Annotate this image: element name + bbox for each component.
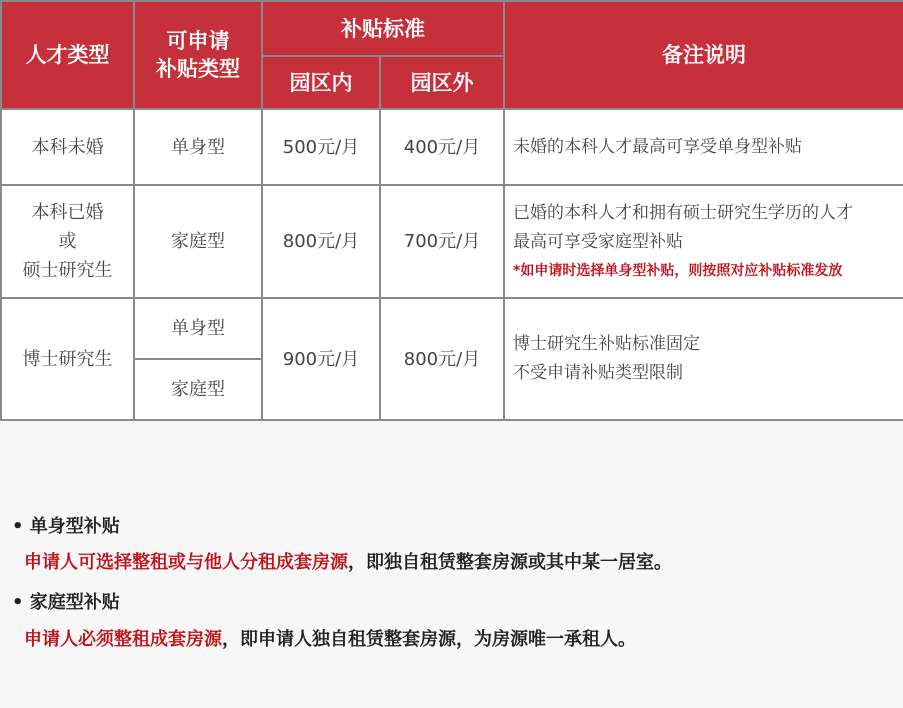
cell-outside: 800元/月 — [380, 298, 504, 420]
cell-talent: 本科已婚 或 硕士研究生 — [1, 185, 134, 298]
cell-inside: 800元/月 — [262, 185, 380, 298]
cell-note: 博士研究生补贴标准固定 不受申请补贴类型限制 — [504, 298, 903, 420]
bullet-rest: ，即独自租赁整套房源或其中某一居室。 — [348, 552, 672, 573]
table-row — [1, 109, 903, 185]
header-inside: 园区内 — [262, 56, 380, 109]
header-note: 备注说明 — [504, 1, 903, 109]
cell-type: 单身型 — [134, 109, 262, 185]
cell-outside: 700元/月 — [380, 185, 504, 298]
bullet-highlight: 申请人必须整租成套房源 — [24, 629, 222, 650]
cell-inside: 900元/月 — [262, 298, 380, 420]
header-subsidy-type: 可申请 补贴类型 — [134, 1, 262, 109]
note-warning: *如申请时选择单身型补贴，则按照对应补贴标准发放 — [513, 262, 843, 279]
bullet-desc-family — [24, 625, 636, 651]
bullet-highlight: 申请人可选择整租或与他人分租成套房源 — [24, 552, 348, 573]
header-talent-type: 人才类型 — [1, 1, 134, 109]
cell-talent: 博士研究生 — [1, 298, 134, 420]
bullet-desc-single — [24, 548, 672, 574]
bullet-rest: ，即申请人独自租赁整套房源，为房源唯一承租人。 — [222, 629, 636, 650]
header-outside: 园区外 — [380, 56, 504, 109]
cell-type: 家庭型 — [134, 359, 262, 420]
note-text: 已婚的本科人才和拥有硕士研究生学历的人才 最高可享受家庭型补贴 — [513, 202, 853, 252]
cell-outside: 400元/月 — [380, 109, 504, 185]
header-standard: 补贴标准 — [262, 1, 504, 56]
cell-note: 未婚的本科人才最高可享受单身型补贴 — [504, 109, 903, 185]
cell-talent: 本科未婚 — [1, 109, 134, 185]
cell-type: 家庭型 — [134, 185, 262, 298]
cell-note — [504, 185, 903, 298]
cell-type: 单身型 — [134, 298, 262, 359]
table-row — [1, 185, 903, 298]
cell-inside: 500元/月 — [262, 109, 380, 185]
table-row — [1, 298, 903, 359]
bullet-title-family: • 家庭型补贴 — [12, 592, 120, 613]
bullet-title-single: • 单身型补贴 — [12, 516, 120, 537]
